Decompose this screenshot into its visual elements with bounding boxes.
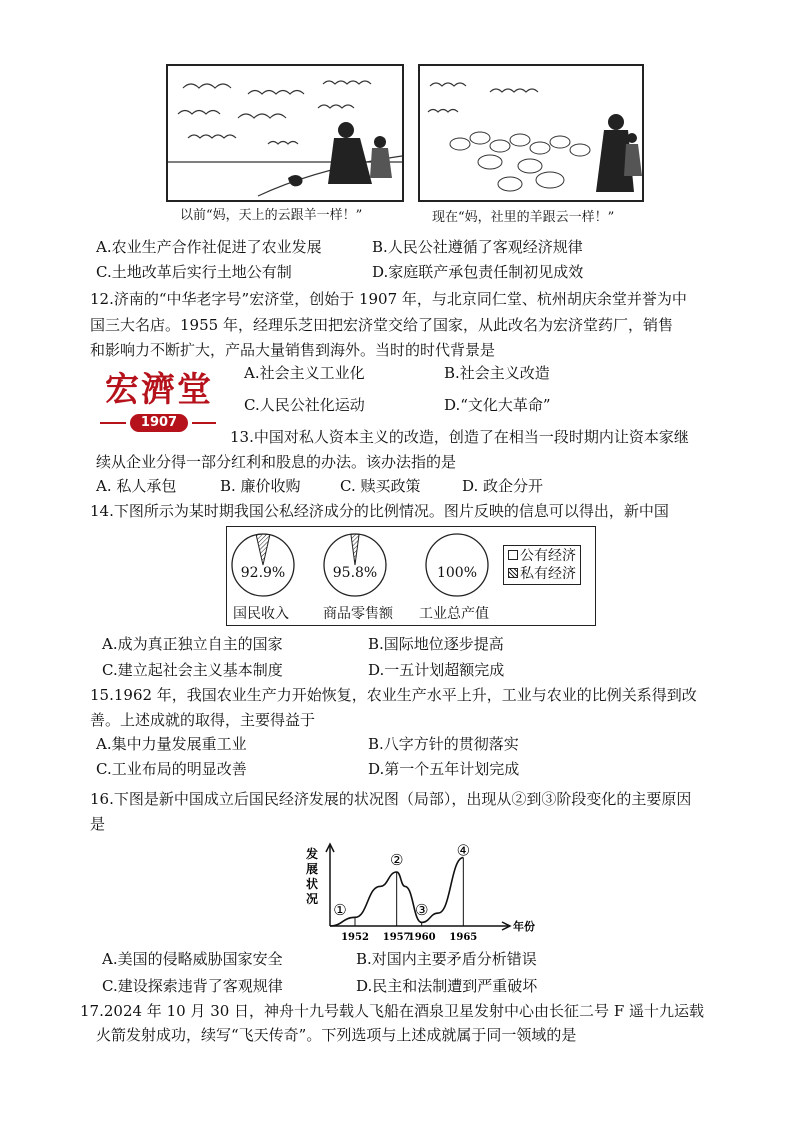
cartoon-after-illustration [420,66,642,200]
q16-option-d[interactable]: D.民主和法制遭到严重破坏 [356,977,538,995]
q13-option-a[interactable]: A. 私人承包 [96,477,177,495]
stage-marker-2: ② [389,850,404,869]
q15-option-d[interactable]: D.第一个五年计划完成 [368,760,520,778]
cartoon-panel-before [166,64,404,202]
y-axis-label-char-3: 况 [305,892,319,906]
legend-public [508,547,576,565]
y-axis-label-char-0: 发 [305,847,319,861]
q12-stem-line-2: 国三大名店。1955 年，经理乐芝田把宏济堂交给了国家，从此改名为宏济堂药厂，销售 [90,316,673,334]
y-axis-label-char-2: 状 [305,877,319,891]
q15-stem-line-1: 15.1962 年，我国农业生产力开始恢复，农业生产水平上升，工业与农业的比例关系得到改 [90,686,697,704]
q16-option-a[interactable]: A.美国的侵略威胁国家安全 [102,950,283,968]
q15-option-a[interactable]: A.集中力量发展重工业 [96,735,247,753]
pie-legend [503,545,581,585]
q14-option-c[interactable]: C.建立起社会主义基本制度 [102,661,283,679]
cartoon-after-caption: 现在“妈，社里的羊跟云一样！” [432,210,615,225]
pie-value-label-2: 100% [436,565,478,581]
q16-stem-line-1: 16.下图是新中国成立后国民经济发展的状况图（局部），出现从②到③阶段变化的主要原因 [90,790,692,808]
y-axis-label-char-1: 展 [305,862,319,876]
q11-option-b[interactable]: B.人民公社遵循了客观经济规律 [372,238,583,256]
q13-option-b[interactable]: B. 廉价收购 [220,477,301,495]
cartoon-before-caption: 以前“妈，天上的云跟羊一样！” [180,208,363,223]
stage-marker-1: ① [333,901,347,920]
logo-rule-left [100,422,126,424]
q12-option-b[interactable]: B.社会主义改造 [444,364,550,382]
q12-option-c[interactable]: C.人民公社化运动 [244,396,365,414]
q15-option-c[interactable]: C.工业布局的明显改善 [96,760,247,778]
x-tick-label-1965: 1965 [449,932,478,943]
q13-stem-line-1: 13.中国对私人资本主义的改造，创造了在相当一段时期内让资本家继 [230,428,689,446]
pie-label-2: 工业总产值 [419,606,489,622]
legend-private-label: 私有经济 [520,566,576,582]
logo-year: 1907 [130,414,188,432]
q14-option-a[interactable]: A.成为真正独立自主的国家 [102,635,283,653]
q17-stem-line-1: 17.2024 年 10 月 30 日，神舟十九号载人飞船在酒泉卫星发射中心由长征二号 F 遥十九运载 [80,1002,704,1020]
q14-option-b[interactable]: B.国际地位逐步提高 [368,635,504,653]
x-axis-label: 年份 [513,920,535,933]
q13-stem-line-2: 续从企业分得一部分红利和股息的办法。该办法指的是 [96,453,457,471]
x-tick-label-1960: 1960 [407,932,436,943]
q11-option-d[interactable]: D.家庭联产承包责任制初见成效 [372,263,584,281]
q12-stem-line-1: 12.济南的“中华老字号”宏济堂，创始于 1907 年，与北京同仁堂、杭州胡庆余堂并誉为中 [90,290,687,308]
q12-option-a[interactable]: A.社会主义工业化 [244,364,365,382]
q16-option-b[interactable]: B.对国内主要矛盾分析错误 [356,950,537,968]
q12-option-d[interactable]: D.“文化大革命” [444,396,551,414]
pie-chart-figure [226,526,596,626]
q11-option-a[interactable]: A.农业生产合作社促进了农业发展 [96,238,322,256]
q11-option-c[interactable]: C.土地改革后实行土地公有制 [96,263,292,281]
q16-stem-line-2: 是 [90,815,106,833]
economy-line-chart [300,841,535,946]
q17-stem-line-2: 火箭发射成功，续写“飞天传奇”。下列选项与上述成就属于同一领域的是 [96,1026,577,1044]
logo-name: 宏濟堂 [105,370,213,410]
q13-option-d[interactable]: D. 政企分开 [462,477,544,495]
logo-rule-right [192,422,216,424]
q12-stem-line-3: 和影响力不断扩大，产品大量销售到海外。当时的时代背景是 [90,341,496,359]
pie-label-1: 商品零售额 [323,606,393,622]
q14-stem: 14.下图所示为某时期我国公私经济成分的比例情况。图片反映的信息可以得出，新中国 [90,502,669,520]
pie-label-0: 国民收入 [233,606,289,622]
q13-option-c[interactable]: C. 赎买政策 [340,477,421,495]
pie-value-label-0: 92.9% [240,565,286,581]
q14-option-d[interactable]: D.一五计划超额完成 [368,661,505,679]
cartoon-before-illustration [168,66,402,200]
q15-option-b[interactable]: B.八字方针的贯彻落实 [368,735,519,753]
legend-public-label: 公有经济 [520,548,576,564]
pie-value-label-1: 95.8% [332,565,378,581]
q16-option-c[interactable]: C.建设探索违背了客观规律 [102,977,283,995]
q15-stem-line-2: 善。上述成就的取得，主要得益于 [90,711,316,729]
stage-marker-3: ③ [414,901,429,920]
x-tick-label-1952: 1952 [341,932,369,943]
cartoon-panel-after [418,64,644,202]
hongjitang-logo [94,362,224,434]
legend-private [508,565,576,583]
x-tick-label-1957: 1957 [382,932,411,943]
stage-marker-4: ④ [456,841,471,860]
